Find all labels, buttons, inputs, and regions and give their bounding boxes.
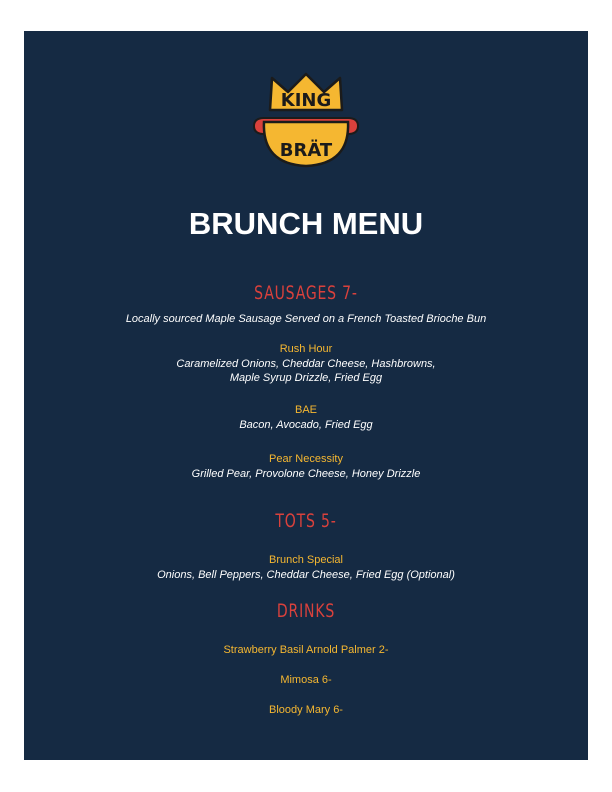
drink-item-mimosa: Mimosa 6-: [280, 674, 332, 686]
king-brat-logo: [238, 72, 374, 172]
item-name-rush-hour: Rush Hour: [279, 343, 333, 355]
section-heading-drinks: DRINKS: [276, 600, 336, 622]
item-desc-rush-hour-2: Maple Syrup Drizzle, Fried Egg: [229, 372, 383, 384]
item-name-pear-necessity: Pear Necessity: [269, 453, 343, 465]
sausages-description: Locally sourced Maple Sausage Served on a French Toasted Brioche Bun: [125, 313, 487, 325]
section-heading-tots: TOTS 5-: [275, 510, 337, 532]
item-name-bae: BAE: [294, 404, 317, 416]
item-desc-brunch-special: Onions, Bell Peppers, Cheddar Cheese, Fried Egg (Optional): [157, 569, 455, 581]
drink-item-bloody-mary: Bloody Mary 6-: [269, 704, 343, 716]
section-heading-sausages: SAUSAGES 7-: [254, 282, 358, 304]
logo-text-brat: BRÄT: [279, 140, 333, 161]
item-desc-rush-hour-1: Caramelized Onions, Cheddar Cheese, Hashbrowns,: [176, 358, 436, 370]
item-desc-bae: Bacon, Avocado, Fried Egg: [239, 419, 373, 431]
item-desc-pear-necessity: Grilled Pear, Provolone Cheese, Honey Drizzle: [191, 468, 421, 480]
page-title: BRUNCH MENU: [188, 206, 424, 241]
logo-text-king: KING: [280, 90, 332, 111]
drink-item-arnold-palmer: Strawberry Basil Arnold Palmer 2-: [223, 644, 389, 656]
item-name-brunch-special: Brunch Special: [269, 554, 343, 566]
